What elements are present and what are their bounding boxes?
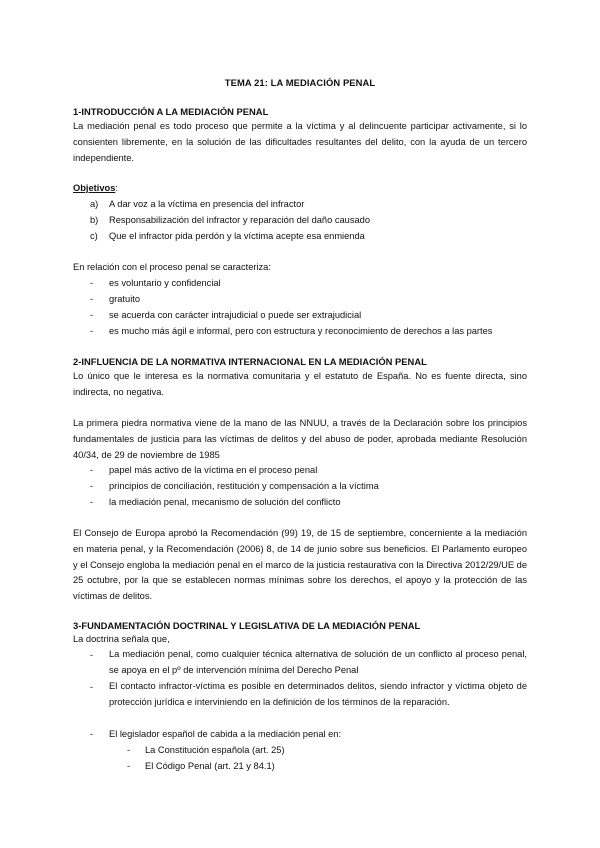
section-1-intro	[73, 119, 527, 166]
objective-item: Que el infractor pida perdón y la víctima acepte esa enmienda	[109, 231, 365, 241]
list-item: papel más activo de la víctima en el proceso penal	[109, 465, 318, 475]
bullet-marker: -	[90, 682, 94, 692]
characteristics-intro: En relación con el proceso penal se caracteriza:	[73, 262, 271, 272]
bullet-marker: -	[90, 650, 94, 660]
bullet-marker: -	[90, 310, 94, 320]
list-item: principios de conciliación, restitución y compensación a la víctima	[109, 481, 379, 491]
list-item: la mediación penal, mecanismo de solución del conflicto	[109, 497, 341, 507]
objectives-heading	[73, 183, 118, 193]
characteristic-item: es voluntario y confidencial	[109, 278, 221, 288]
sub-bullet-marker: -	[127, 745, 131, 755]
objective-marker: a)	[90, 199, 99, 209]
section-3-heading: 3-FUNDAMENTACIÓN DOCTRINAL Y LEGISLATIVA DE LA MEDIACIÓN PENAL	[73, 620, 421, 631]
objective-marker: c)	[90, 231, 98, 241]
characteristic-item: es mucho más ágil e informal, pero con estructura y reconocimiento de derechos a las partes	[109, 326, 493, 336]
section-3-intro: La doctrina señala que,	[73, 634, 170, 644]
section-2-paragraph-2: La primera piedra normativa viene de la mano de las NNUU, a través de la Declaración sobre los principios fundamentales de justicia para las víctimas de delitos y del abuso de poder, aprobada mediante Resolución 40/34, de 29 de noviembre de 1985	[73, 418, 527, 460]
bullet-marker: -	[90, 481, 94, 491]
section-1-heading: 1-INTRODUCCIÓN A LA MEDIACIÓN PENAL	[73, 106, 269, 117]
objectives-colon: :	[115, 183, 118, 193]
bullet-marker: -	[90, 294, 94, 304]
objective-item: Responsabilización del infractor y reparación del daño causado	[109, 215, 370, 225]
objective-marker: b)	[90, 215, 99, 225]
section-2-paragraph-3: El Consejo de Europa aprobó la Recomendación (99) 19, de 15 de septiembre, concerniente a la mediación en materia penal, y la Recomendación (2006) 8, de 14 de junio sobre sus beneficios. El Parlamento europeo y el Consejo engloba la mediación penal en el marco de la justicia restaurativa con la Directiva 2012/29/UE de 25 octubre, por la que se establecen normas mínimas sobre los derechos, el apoyo y la protección de las víctimas de delitos.	[73, 528, 527, 602]
section-2-heading: 2-INFLUENCIA DE LA NORMATIVA INTERNACIONAL EN LA MEDIACIÓN PENAL	[73, 356, 427, 367]
bullet-marker: -	[90, 326, 94, 336]
characteristic-item: gratuito	[109, 294, 141, 304]
list-item: La mediación penal, como cualquier técnica alternativa de solución de un conflicto al proceso penal, se apoya en el pº de intervención mínima del Derecho Penal	[109, 649, 527, 675]
page-title: TEMA 21: LA MEDIACIÓN PENAL	[224, 77, 376, 88]
sub-bullet-marker: -	[127, 761, 131, 771]
list-item: El legislador español de cabida a la mediación penal en:	[109, 729, 342, 739]
bullet-marker: -	[90, 729, 94, 739]
section-1-intro-text: La mediación penal es todo proceso que permite a la víctima y al delincuente participar activamente, si lo consienten libremente, en la solución de las dificultades resultantes del delito, con la ayuda de un tercero independiente.	[73, 121, 527, 163]
bullet-marker: -	[90, 278, 94, 288]
sub-list-item: La Constitución española (art. 25)	[145, 745, 285, 755]
bullet-marker: -	[90, 465, 94, 475]
bullet-marker: -	[90, 497, 94, 507]
objective-item: A dar voz a la víctima en presencia del infractor	[109, 199, 305, 209]
section-2-paragraph-1: Lo único que le interesa es la normativa comunitaria y el estatuto de España. No es fuente directa, sino indirecta, no negativa.	[73, 371, 527, 397]
objectives-label: Objetivos	[73, 183, 116, 193]
list-item: El contacto infractor-víctima es posible en determinados delitos, siendo infractor y víctima objeto de protección jurídica e interviniendo en la definición de los términos de la reparación.	[109, 681, 527, 707]
characteristic-item: se acuerda con carácter intrajudicial o puede ser extrajudicial	[109, 310, 362, 320]
sub-list-item: El Código Penal (art. 21 y 84.1)	[145, 761, 275, 771]
